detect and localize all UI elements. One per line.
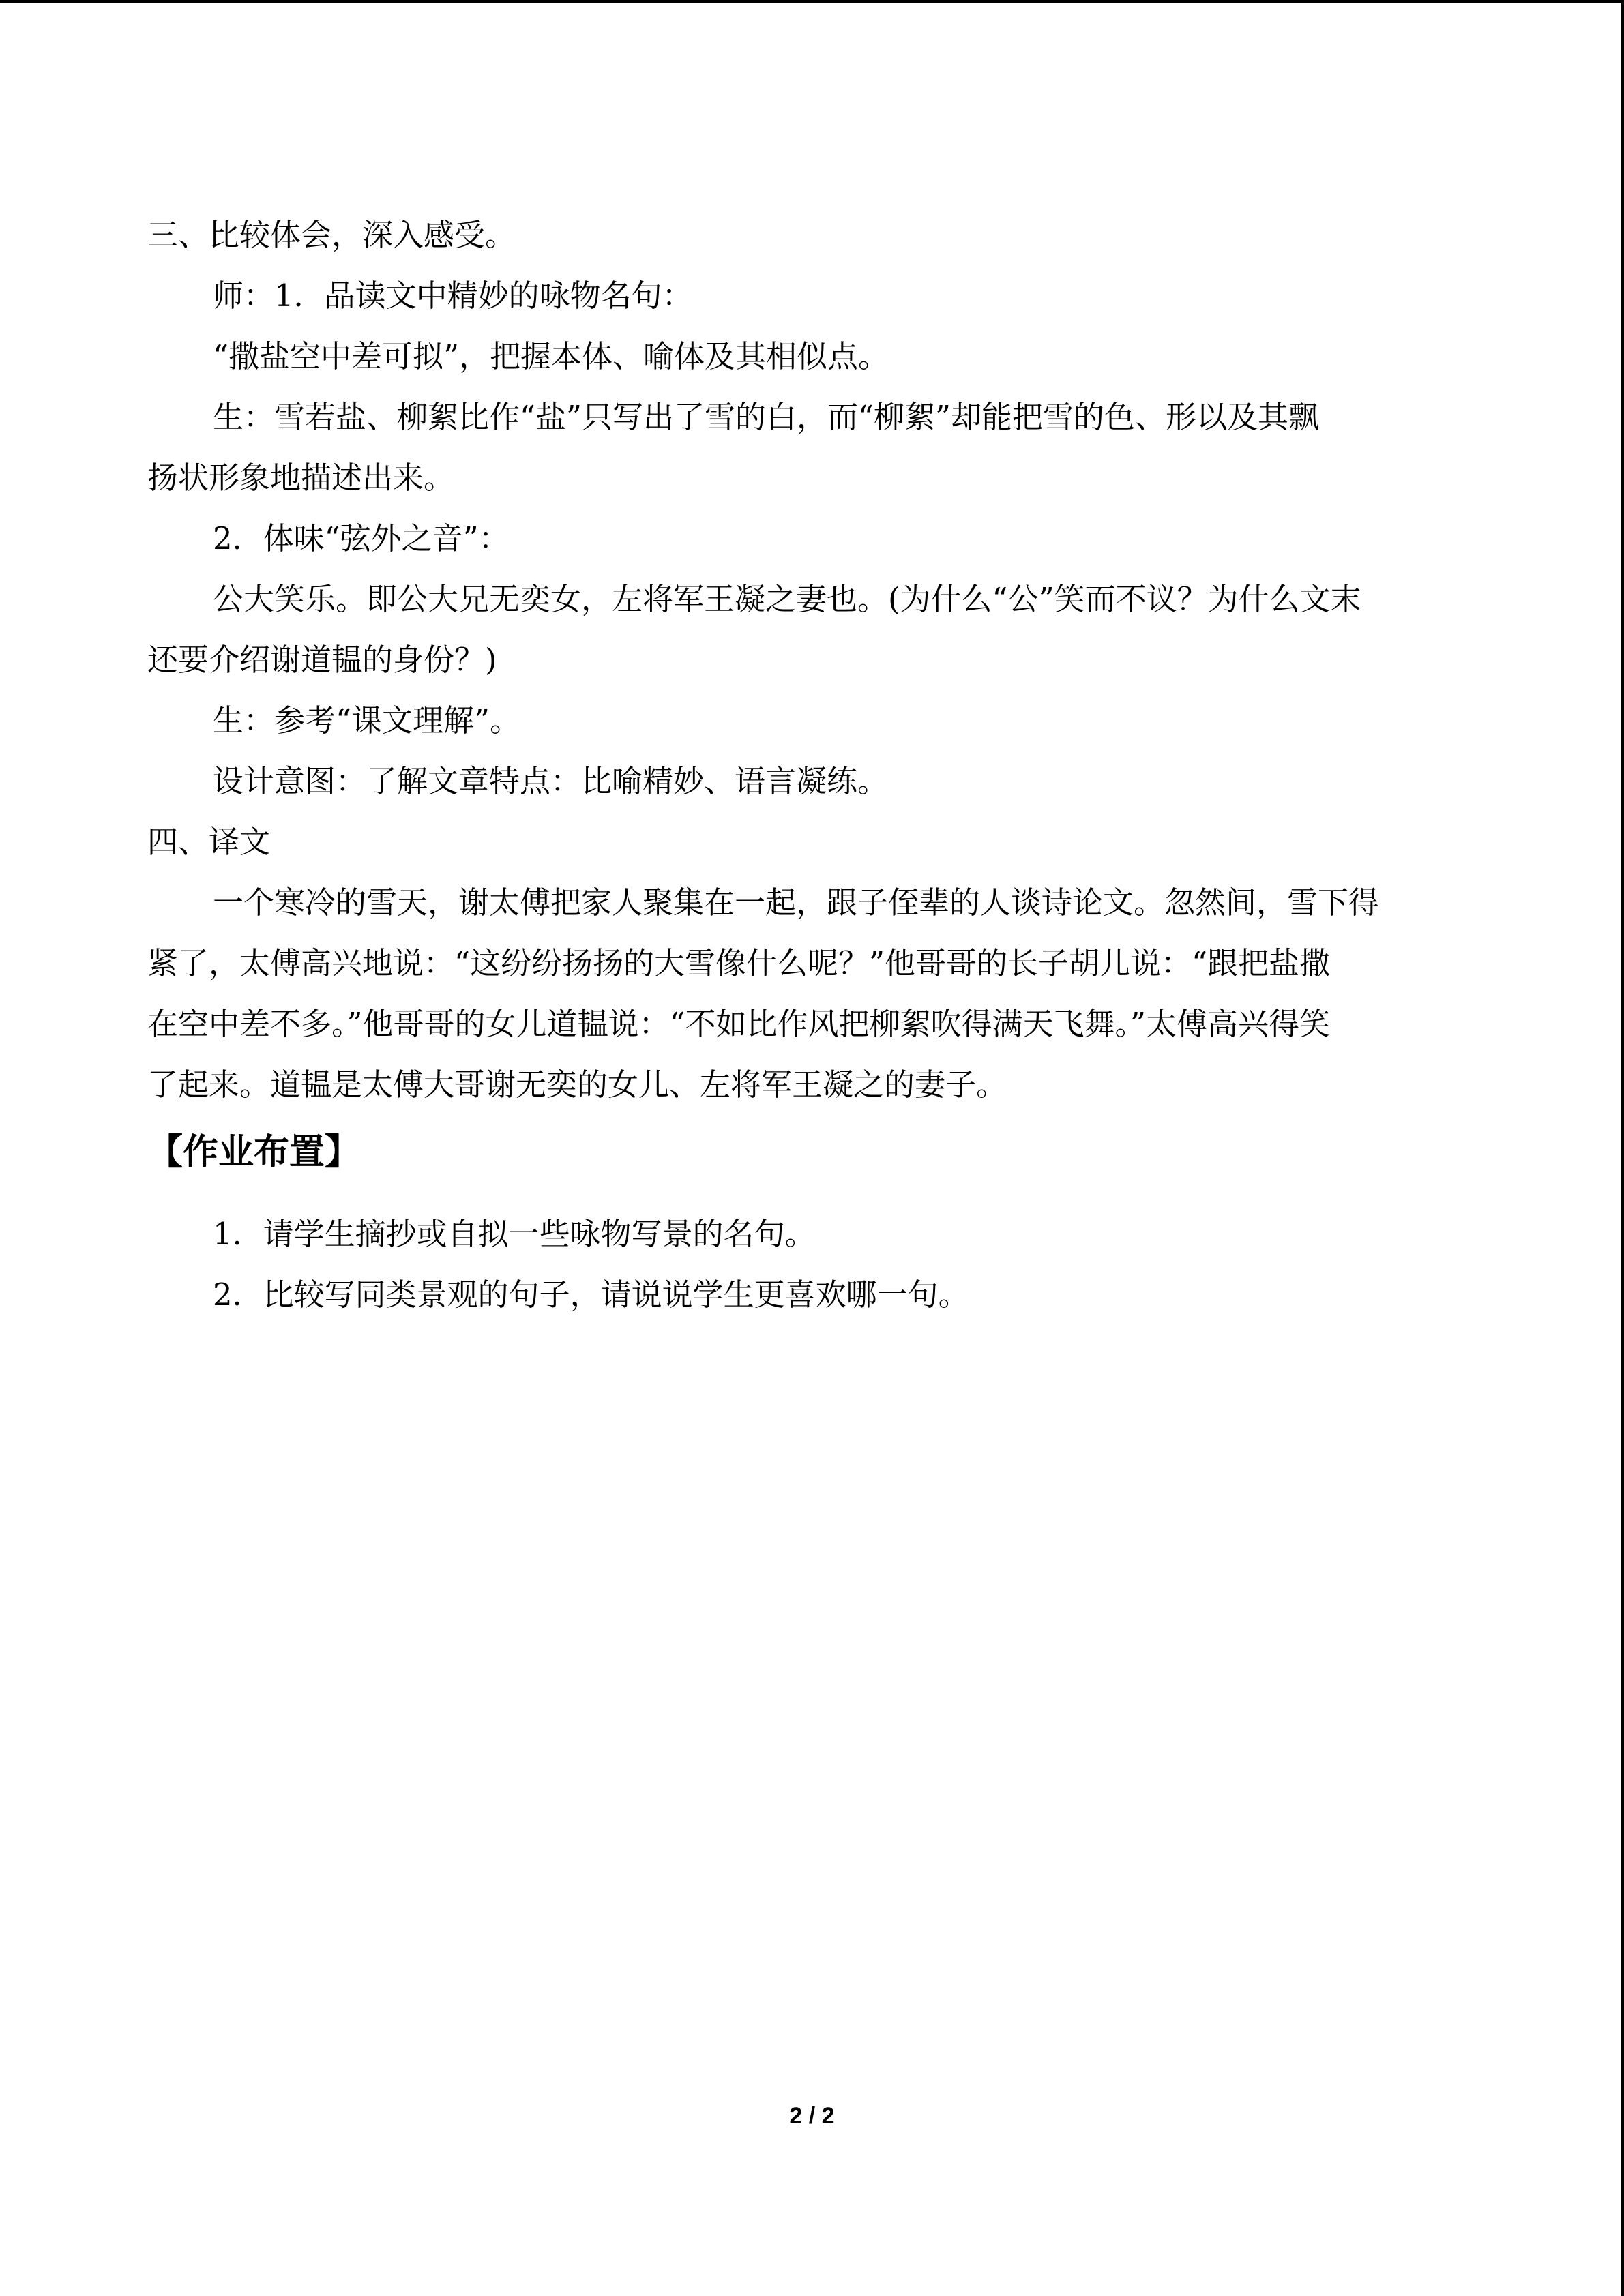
text-line: 2．体味“弦外之音”： bbox=[213, 520, 510, 556]
paragraph-list bbox=[147, 205, 1477, 1115]
paragraph-section-three-heading bbox=[147, 205, 1477, 265]
text-line: 生：雪若盐、柳絮比作“盐”只写出了雪的白，而“柳絮”却能把雪的色、形以及其飘 bbox=[213, 399, 1320, 435]
paragraph-student-answer-1 bbox=[147, 387, 1477, 508]
homework-item: 1．请学生摘抄或自拟一些咏物写景的名句。 bbox=[213, 1216, 816, 1252]
paragraph-student-answer-2 bbox=[147, 690, 1477, 751]
paragraph-teacher-prompt-1 bbox=[147, 265, 1477, 326]
text-line: 生：参考“课文理解”。 bbox=[213, 702, 521, 739]
text-line: 四、译文 bbox=[147, 824, 271, 860]
text-line: 扬状形象地描述出来。 bbox=[147, 460, 455, 496]
page-top-border bbox=[0, 0, 1624, 3]
paragraph-teacher-prompt-2 bbox=[147, 508, 1477, 569]
homework-heading: 【作业布置】 bbox=[147, 1132, 361, 1173]
spacer bbox=[147, 1190, 1477, 1204]
text-line: 一个寒冷的雪天，谢太傅把家人聚集在一起，跟子侄辈的人谈诗论文。忽然间，雪下得 bbox=[213, 884, 1380, 921]
text-line: 了起来。道韫是太傅大哥谢无奕的女儿、左将军王凝之的妻子。 bbox=[147, 1067, 1007, 1103]
paragraph-design-intent bbox=[147, 751, 1477, 811]
text-line: 还要介绍谢道韫的身份？) bbox=[147, 642, 497, 678]
paragraph-quote-salt bbox=[147, 326, 1477, 387]
text-line: 在空中差不多。”他哥哥的女儿道韫说：“不如比作风把柳絮吹得满天飞舞。”太傅高兴得笑 bbox=[147, 1006, 1331, 1042]
text-line: 师：1．品读文中精妙的咏物名句： bbox=[213, 278, 693, 314]
text-line: 三、比较体会，深入感受。 bbox=[147, 217, 516, 253]
paragraph-excerpt-laugh bbox=[147, 569, 1477, 690]
paragraph-translation bbox=[147, 872, 1477, 1115]
text-line: 公大笑乐。即公大兄无奕女，左将军王凝之妻也。(为什么“公”笑而不议？为什么文末 bbox=[213, 581, 1361, 617]
page-number: 2 / 2 bbox=[789, 2103, 835, 2129]
page-right-border bbox=[1621, 0, 1624, 2296]
text-line: 设计意图：了解文章特点：比喻精妙、语言凝练。 bbox=[213, 763, 889, 799]
paragraph-section-four-heading bbox=[147, 811, 1477, 872]
document-body bbox=[147, 205, 1477, 1325]
homework-item: 2．比较写同类景观的句子，请说说学生更喜欢哪一句。 bbox=[213, 1277, 969, 1313]
text-line: 紧了，太傅高兴地说：“这纷纷扬扬的大雪像什么呢？”他哥哥的长子胡儿说：“跟把盐撒 bbox=[147, 945, 1331, 981]
homework-list bbox=[147, 1204, 1477, 1325]
text-line: “撒盐空中差可拟”，把握本体、喻体及其相似点。 bbox=[213, 338, 889, 374]
